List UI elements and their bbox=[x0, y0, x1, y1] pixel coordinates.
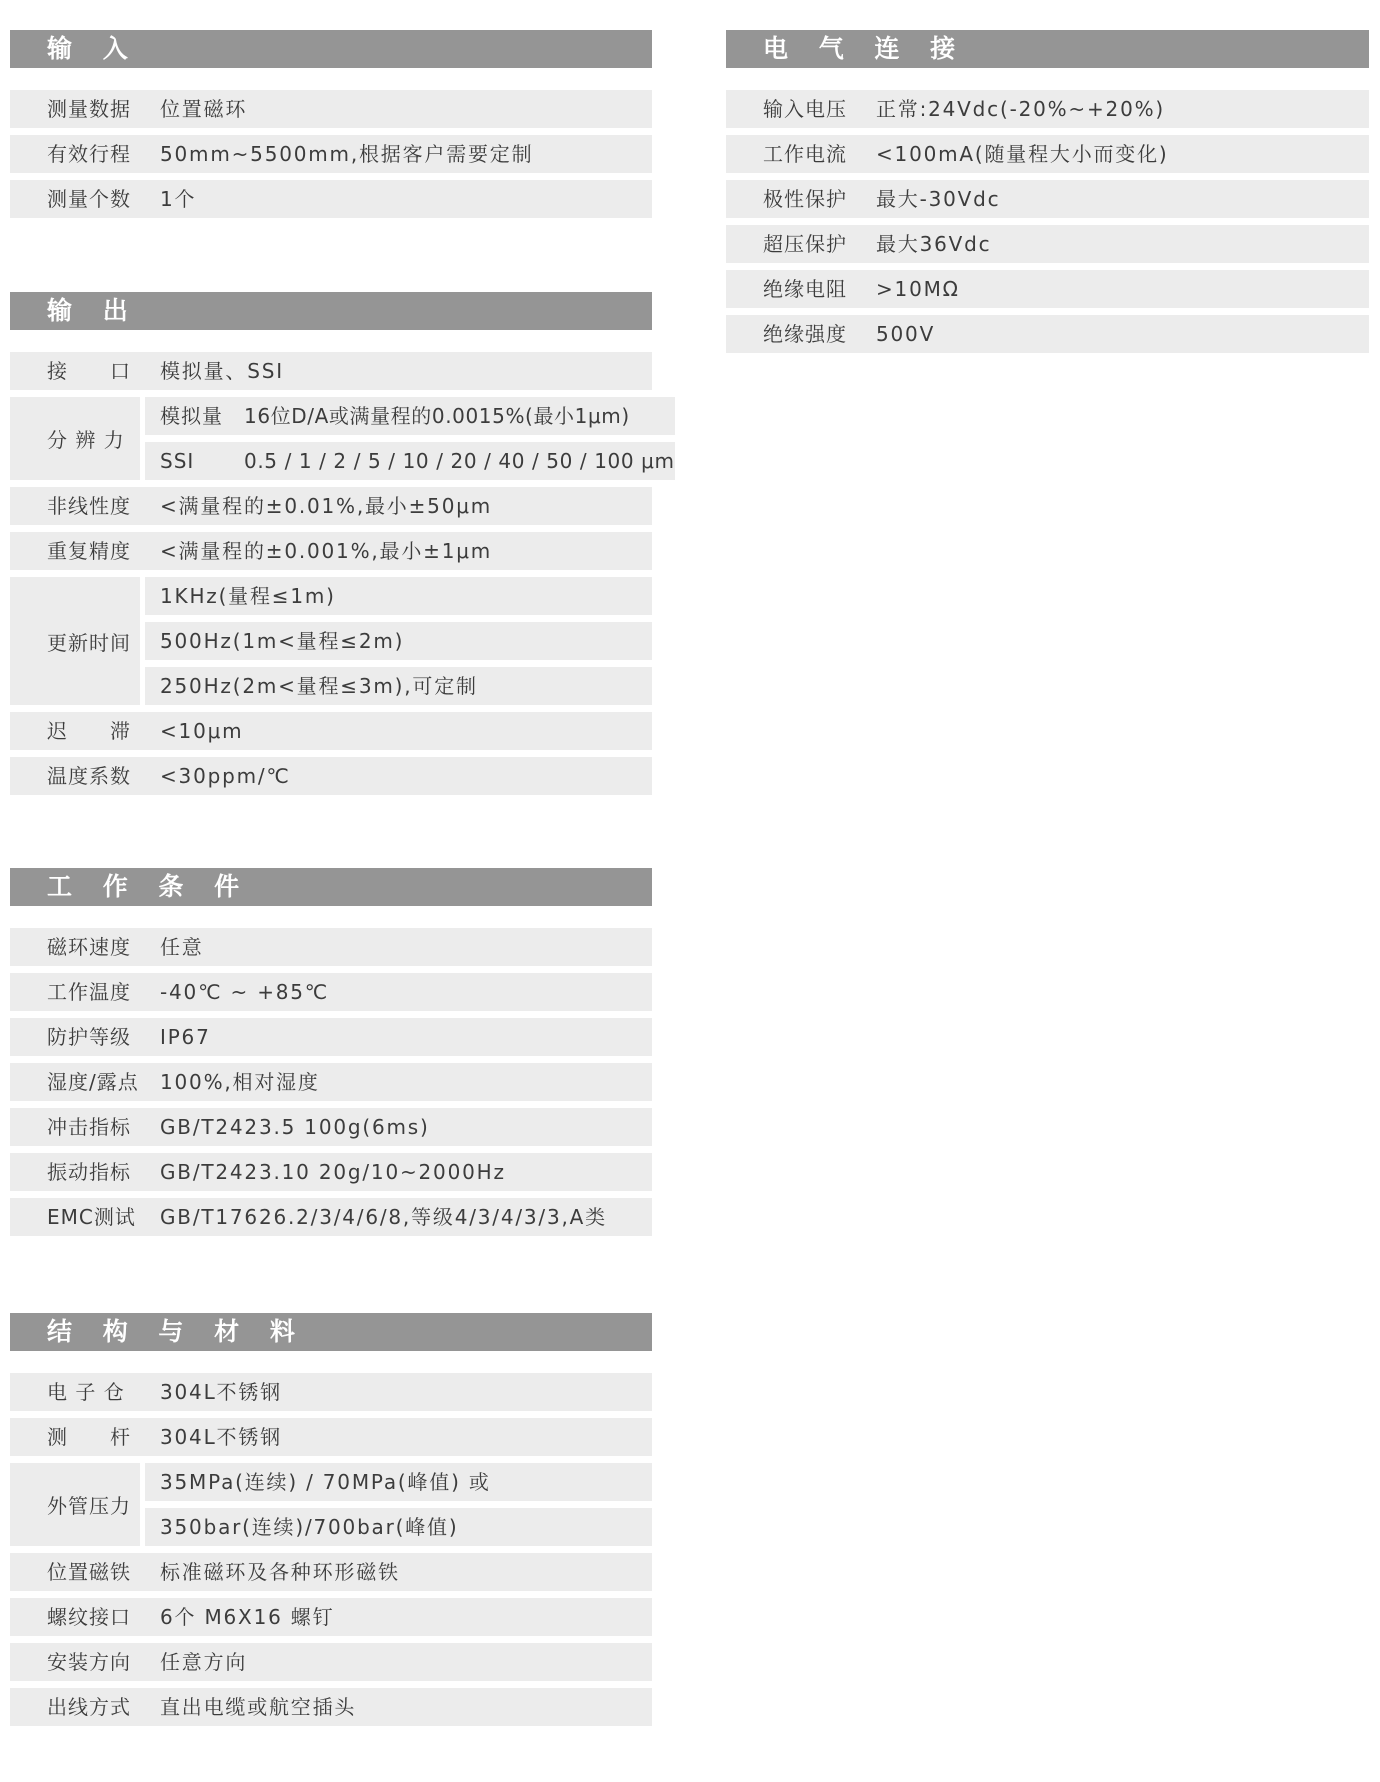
spec-label: 温度系数 bbox=[47, 764, 131, 788]
sub-name: 模拟量 bbox=[160, 404, 223, 428]
spec-label: 湿度/露点 bbox=[47, 1070, 139, 1094]
spec-label: 极性保护 bbox=[763, 187, 847, 211]
spec-value: GB/T2423.5 100g(6ms) bbox=[160, 1115, 430, 1139]
spec-row bbox=[726, 90, 1369, 128]
spec-row bbox=[726, 180, 1369, 218]
update-time-row bbox=[145, 577, 652, 615]
spec-label: 位置磁铁 bbox=[47, 1560, 131, 1584]
section-structure bbox=[10, 1313, 652, 1733]
spec-label: 输入电压 bbox=[763, 97, 847, 121]
spec-value: 500V bbox=[876, 322, 936, 346]
spec-label: EMC测试 bbox=[47, 1205, 136, 1229]
spec-label: 超压保护 bbox=[763, 232, 847, 256]
spec-value: 最大36Vdc bbox=[876, 232, 992, 256]
spec-row bbox=[10, 1688, 652, 1726]
sub-value: 500Hz(1m<量程≤2m) bbox=[160, 629, 405, 653]
spec-row-rod bbox=[10, 1418, 652, 1456]
section-output-title: 输 出 bbox=[10, 292, 652, 330]
spec-label: 振动指标 bbox=[47, 1160, 131, 1184]
spec-label: 测量个数 bbox=[47, 187, 131, 211]
section-electrical bbox=[726, 30, 1369, 360]
spec-label: 测量数据 bbox=[47, 97, 131, 121]
spec-row bbox=[10, 1643, 652, 1681]
spec-value: 50mm~5500mm,根据客户需要定制 bbox=[160, 142, 534, 166]
spec-row-repeatability bbox=[10, 532, 652, 570]
spec-value: 直出电缆或航空插头 bbox=[160, 1695, 357, 1719]
section-input bbox=[10, 30, 652, 225]
spec-label: 电 子 仓 bbox=[47, 1380, 125, 1404]
spec-label: 防护等级 bbox=[47, 1025, 131, 1049]
update-time-row bbox=[145, 622, 652, 660]
spec-value: >10MΩ bbox=[876, 277, 960, 301]
spec-row bbox=[10, 1598, 652, 1636]
section-working-title: 工 作 条 件 bbox=[10, 868, 652, 906]
update-time-row bbox=[145, 667, 652, 705]
spec-row bbox=[10, 928, 652, 966]
spec-value: IP67 bbox=[160, 1025, 211, 1049]
pressure-row bbox=[145, 1463, 652, 1501]
spec-value: 标准磁环及各种环形磁铁 bbox=[160, 1560, 400, 1584]
resolution-analog-row bbox=[145, 397, 675, 435]
spec-row bbox=[726, 135, 1369, 173]
spec-value: 任意方向 bbox=[160, 1650, 248, 1674]
sub-value: 350bar(连续)/700bar(峰值) bbox=[160, 1515, 459, 1539]
spec-label: 磁环速度 bbox=[47, 935, 131, 959]
spec-row bbox=[726, 225, 1369, 263]
pressure-row bbox=[145, 1508, 652, 1546]
spec-row bbox=[10, 973, 652, 1011]
spec-value: GB/T17626.2/3/4/6/8,等级4/3/4/3/3,A类 bbox=[160, 1205, 607, 1229]
spec-value: 304L不锈钢 bbox=[160, 1380, 282, 1404]
spec-label: 安装方向 bbox=[47, 1650, 131, 1674]
section-structure-title: 结 构 与 材 料 bbox=[10, 1313, 652, 1351]
spec-row bbox=[10, 1198, 652, 1236]
spec-label: 工作温度 bbox=[47, 980, 131, 1004]
spec-row bbox=[10, 135, 652, 173]
spec-row bbox=[726, 315, 1369, 353]
spec-value: 100%,相对湿度 bbox=[160, 1070, 320, 1094]
spec-value: GB/T2423.10 20g/10~2000Hz bbox=[160, 1160, 506, 1184]
section-input-title: 输 入 bbox=[10, 30, 652, 68]
spec-label: 外管压力 bbox=[10, 1463, 140, 1546]
spec-value: 任意 bbox=[160, 935, 204, 959]
sub-name: SSI bbox=[160, 449, 195, 473]
spec-group-update-time bbox=[10, 577, 652, 705]
spec-row-interface bbox=[10, 352, 652, 390]
resolution-ssi-row bbox=[145, 442, 675, 480]
spec-value: 304L不锈钢 bbox=[160, 1425, 282, 1449]
spec-row-housing bbox=[10, 1373, 652, 1411]
spec-row-nonlinearity bbox=[10, 487, 652, 525]
section-working bbox=[10, 868, 652, 1243]
section-electrical-title: 电 气 连 接 bbox=[726, 30, 1369, 68]
sub-value: 250Hz(2m<量程≤3m),可定制 bbox=[160, 674, 478, 698]
spec-value: <满量程的±0.01%,最小±50μm bbox=[160, 494, 493, 518]
section-output bbox=[10, 292, 675, 802]
spec-value: 模拟量、SSI bbox=[160, 359, 284, 383]
spec-label: 更新时间 bbox=[10, 577, 140, 705]
spec-row bbox=[726, 270, 1369, 308]
spec-row bbox=[10, 90, 652, 128]
spec-row-temp-coeff bbox=[10, 757, 652, 795]
spec-label: 有效行程 bbox=[47, 142, 131, 166]
spec-value: -40℃ ~ +85℃ bbox=[160, 980, 330, 1004]
spec-label: 冲击指标 bbox=[47, 1115, 131, 1139]
spec-row bbox=[10, 1018, 652, 1056]
spec-row bbox=[10, 180, 652, 218]
spec-value: <100mA(随量程大小而变化) bbox=[876, 142, 1169, 166]
spec-row bbox=[10, 1153, 652, 1191]
spec-value: 6个 M6X16 螺钉 bbox=[160, 1605, 335, 1629]
sub-value: 0.5 / 1 / 2 / 5 / 10 / 20 / 40 / 50 / 100 μm bbox=[244, 449, 675, 473]
sub-value: 35MPa(连续) / 70MPa(峰值) 或 bbox=[160, 1470, 491, 1494]
sub-value: 16位D/A或满量程的0.0015%(最小1μm) bbox=[244, 404, 630, 428]
spec-value: <30ppm/℃ bbox=[160, 764, 291, 788]
spec-group-pressure bbox=[10, 1463, 652, 1546]
spec-row-hysteresis bbox=[10, 712, 652, 750]
spec-group-resolution bbox=[10, 397, 675, 480]
spec-label: 接 口 bbox=[47, 359, 131, 383]
spec-label: 分 辨 力 bbox=[10, 397, 140, 480]
spec-row bbox=[10, 1063, 652, 1101]
spec-value: 正常:24Vdc(-20%~+20%) bbox=[876, 97, 1166, 121]
spec-value: 最大-30Vdc bbox=[876, 187, 1001, 211]
spec-value: 位置磁环 bbox=[160, 97, 248, 121]
spec-label: 绝缘强度 bbox=[763, 322, 847, 346]
spec-label: 非线性度 bbox=[47, 494, 131, 518]
spec-label: 重复精度 bbox=[47, 539, 131, 563]
spec-value: 1个 bbox=[160, 187, 197, 211]
spec-value: <10μm bbox=[160, 719, 244, 743]
spec-label: 工作电流 bbox=[763, 142, 847, 166]
spec-value: <满量程的±0.001%,最小±1μm bbox=[160, 539, 493, 563]
spec-label: 测 杆 bbox=[47, 1425, 131, 1449]
spec-label: 螺纹接口 bbox=[47, 1605, 131, 1629]
sub-value: 1KHz(量程≤1m) bbox=[160, 584, 336, 608]
spec-label: 绝缘电阻 bbox=[763, 277, 847, 301]
spec-label: 出线方式 bbox=[47, 1695, 131, 1719]
spec-label: 迟 滞 bbox=[47, 719, 131, 743]
spec-row bbox=[10, 1553, 652, 1591]
spec-row bbox=[10, 1108, 652, 1146]
